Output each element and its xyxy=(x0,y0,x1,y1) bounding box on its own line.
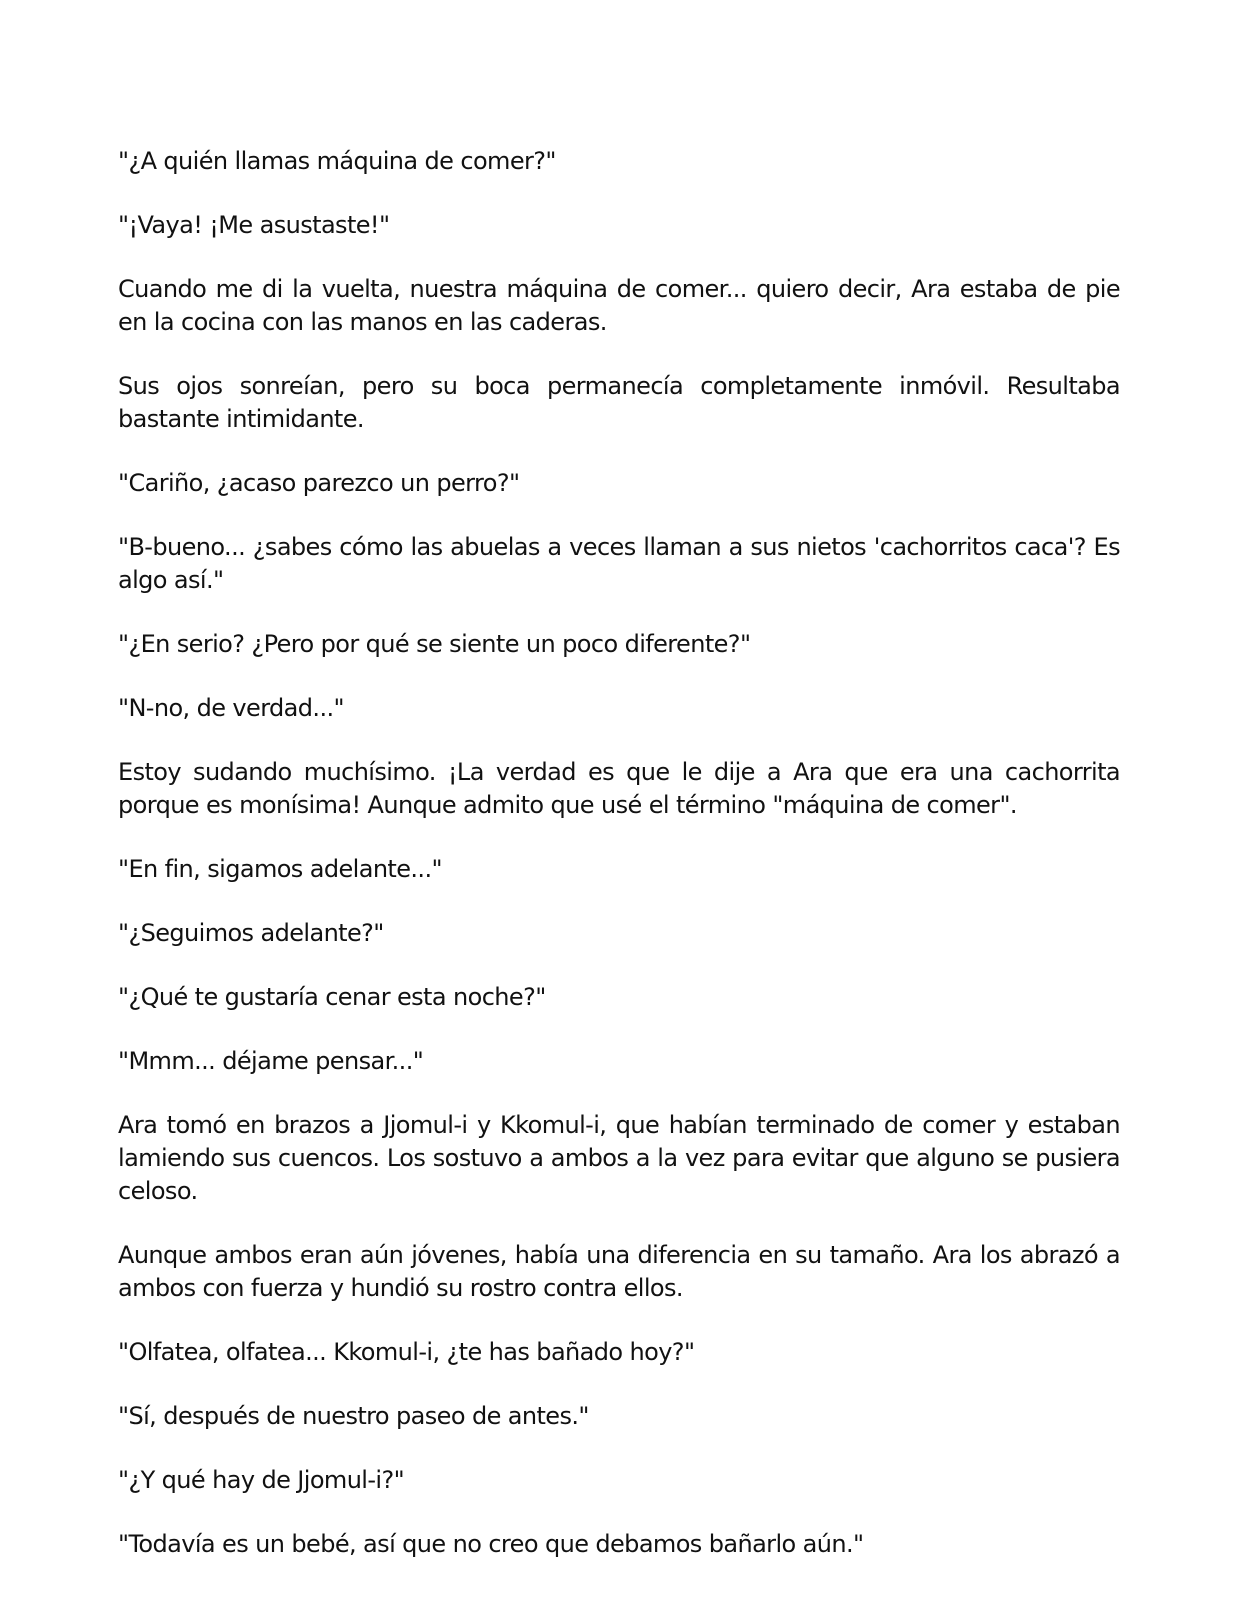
paragraph: "¡Vaya! ¡Me asustaste!" xyxy=(118,211,390,239)
paragraph: "Todavía es un bebé, así que no creo que debamos bañarlo aún." xyxy=(118,1530,864,1558)
paragraph: Aunque ambos eran aún jóvenes, había una diferencia en su tamaño. Ara los abrazó a ambos con fuerza y hundió su rostro contra ellos. xyxy=(118,1241,1120,1302)
paragraph: Ara tomó en brazos a Jjomul-i y Kkomul-i, que habían terminado de comer y estaban lamiendo sus cuencos. Los sostuvo a ambos a la vez para evitar que alguno se pusiera celoso. xyxy=(118,1111,1120,1205)
document-page xyxy=(118,145,1120,1592)
paragraph: "N-no, de verdad..." xyxy=(118,694,344,722)
paragraph: "Sí, después de nuestro paseo de antes." xyxy=(118,1402,589,1430)
paragraph: "¿A quién llamas máquina de comer?" xyxy=(118,147,556,175)
paragraph: "¿Qué te gustaría cenar esta noche?" xyxy=(118,983,546,1011)
paragraph: "Olfatea, olfatea... Kkomul-i, ¿te has bañado hoy?" xyxy=(118,1338,695,1366)
paragraph: "Cariño, ¿acaso parezco un perro?" xyxy=(118,469,520,497)
paragraph: "¿Seguimos adelante?" xyxy=(118,919,384,947)
paragraph: Sus ojos sonreían, pero su boca permanecía completamente inmóvil. Resultaba bastante intimidante. xyxy=(118,372,1120,433)
paragraph: Estoy sudando muchísimo. ¡La verdad es que le dije a Ara que era una cachorrita porque es monísima! Aunque admito que usé el término "máquina de comer". xyxy=(118,758,1120,819)
paragraph: "En fin, sigamos adelante..." xyxy=(118,855,442,883)
paragraph: "¿En serio? ¿Pero por qué se siente un poco diferente?" xyxy=(118,630,751,658)
paragraph: "¿Y qué hay de Jjomul-i?" xyxy=(118,1466,405,1494)
paragraph: "B-bueno... ¿sabes cómo las abuelas a veces llaman a sus nietos 'cachorritos caca'? Es algo así." xyxy=(118,533,1120,594)
paragraph: "Mmm... déjame pensar..." xyxy=(118,1047,424,1075)
paragraph: Cuando me di la vuelta, nuestra máquina de comer... quiero decir, Ara estaba de pie en la cocina con las manos en las caderas. xyxy=(118,275,1120,336)
